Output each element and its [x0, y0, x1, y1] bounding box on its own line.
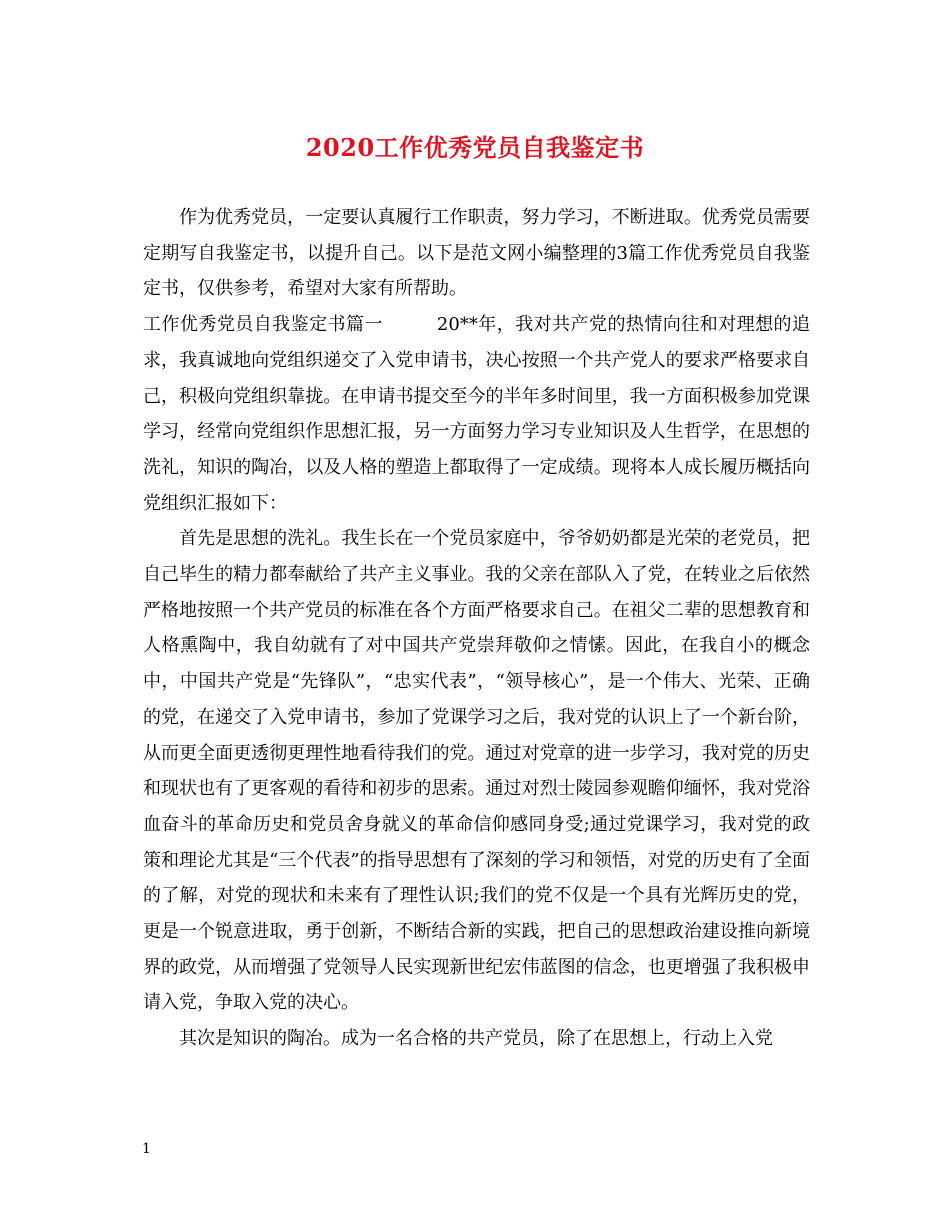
body-paragraph-2: 其次是知识的陶冶。成为一名合格的共产党员，除了在思想上，行动上入党: [179, 1028, 773, 1050]
intro-paragraph: 作为优秀党员，一定要认真履行工作职责，努力学习，不断进取。优秀党员需要定期写自我鉴定书，以提升自己。以下是范文网小编整理的3篇工作优秀党员自我鉴定书，仅供参考，希望对大家有所帮助。: [143, 207, 810, 300]
document-title: 2020工作优秀党员自我鉴定书: [305, 133, 645, 162]
page-number: 1: [142, 1141, 151, 1157]
section-lead-text: 20**年，我对共产党的热情向往和对理想的追求，我真诚地向党组织递交了入党申请书，决心按照一个共产党人的要求严格要求自己，积极向党组织靠拢。在申请书提交至今的半年多时间里，我一方面积极参加党课学习，经常向党组织作思想汇报，另一方面努力学习专业知识及人生哲学，在思想的洗礼，知识的陶冶，以及人格的塑造上都取得了一定成绩。现将本人成长履历概括向党组织汇报如下：: [143, 314, 811, 514]
body-paragraph-1: 首先是思想的洗礼。我生长在一个党员家庭中，爷爷奶奶都是光荣的老党员，把自己毕生的精力都奉献给了共产主义事业。我的父亲在部队入了党，在转业之后依然严格地按照一个共产党员的标准在各个方面严格要求自己。在祖父二辈的思想教育和人格熏陶中，我自幼就有了对中国共产党崇拜敬仰之情愫。因此，在我自小的概念中，中国共产党是“先锋队”，“忠实代表”，“领导核心”，是一个伟大、光荣、正确的党，在递交了入党申请书，参加了党课学习之后，我对党的认识上了一个新台阶，从而更全面更透彻更理性地看待我们的党。通过对党章的进一步学习，我对党的历史和现状也有了更客观的看待和初步的思索。通过对烈士陵园参观瞻仰缅怀，我对党浴血奋斗的革命历史和党员舍身就义的革命信仰感同身受;通过党课学习，我对党的政策和理论尤其是“三个代表”的指导思想有了深刻的学习和领悟，对党的历史有了全面的了解，对党的现状和未来有了理性认识;我们的党不仅是一个具有光辉历史的党，更是一个锐意进取，勇于创新，不断结合新的实践，把自己的思想政治建设推向新境界的政党，从而增强了党领导人民实现新世纪宏伟蓝图的信念，也更增强了我积极申请入党，争取入党的决心。: [143, 528, 810, 1014]
section-heading: 工作优秀党员自我鉴定书篇一: [143, 314, 383, 336]
section-paragraph: [143, 307, 810, 521]
document-body: [143, 200, 810, 1057]
